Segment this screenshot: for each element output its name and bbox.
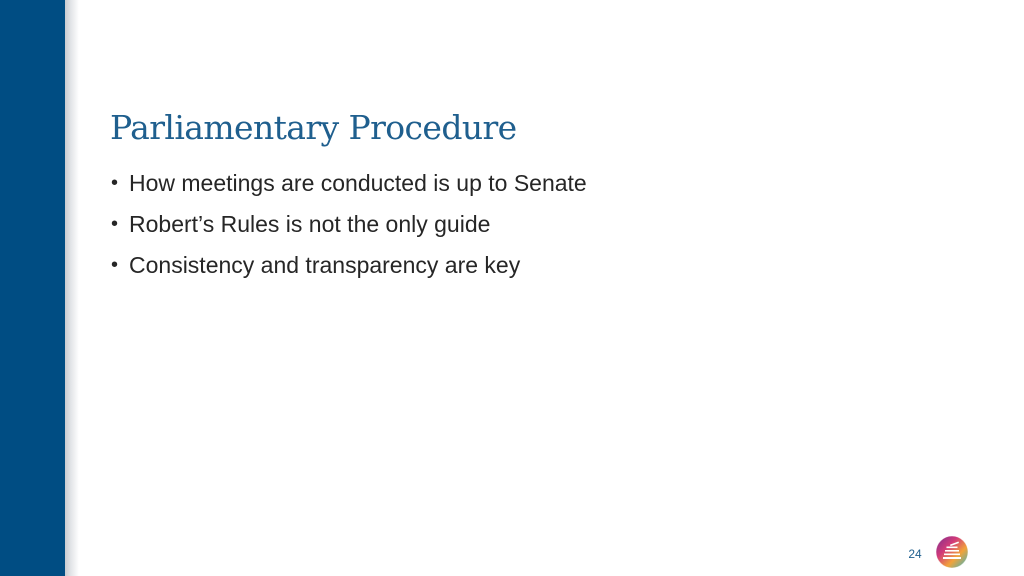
bullet-text: How meetings are conducted is up to Senate: [129, 170, 587, 196]
sidebar-shadow: [65, 0, 79, 576]
bullet-item: [110, 164, 587, 205]
sidebar-band: [0, 0, 65, 576]
bullet-text: Robert’s Rules is not the only guide: [129, 211, 491, 237]
bullet-text: Consistency and transparency are key: [129, 252, 521, 278]
senate-logo-icon: [935, 535, 969, 569]
bullet-dot-icon: •: [111, 213, 119, 235]
bullet-dot-icon: •: [111, 172, 119, 194]
bullet-item: [110, 246, 587, 287]
bullet-dot-icon: •: [111, 254, 119, 276]
page-number: 24: [908, 547, 922, 561]
bullet-list: [110, 164, 587, 287]
slide-title: Parliamentary Procedure: [110, 108, 517, 147]
bullet-item: [110, 205, 587, 246]
